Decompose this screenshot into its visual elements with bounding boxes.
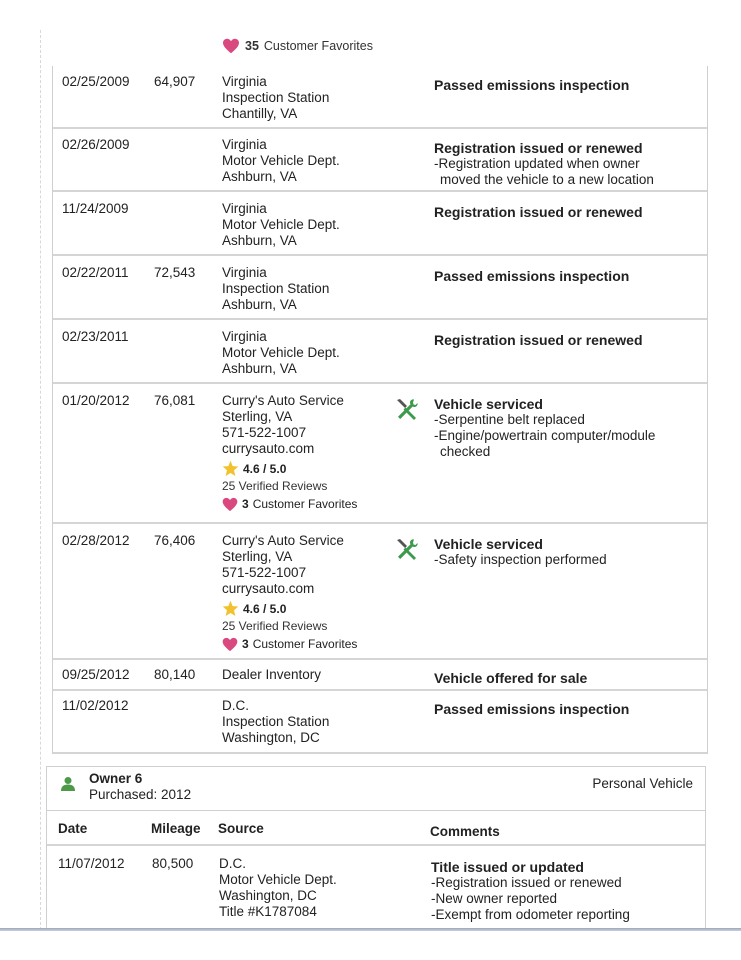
source-line: Washington, DC [219,888,317,903]
source-line: Virginia [222,201,267,216]
verified-reviews: 25 Verified Reviews [222,479,328,493]
comment-title: Title issued or updated [431,859,584,875]
record-date: 11/02/2012 [62,698,129,713]
record-comments [431,859,701,923]
favorites-label: Customer Favorites [252,637,358,651]
source-line: Motor Vehicle Dept. [222,153,340,168]
source-line: Title #K1787084 [219,904,317,919]
record-date: 02/28/2012 [62,533,130,548]
heart-icon [222,497,238,512]
comment-item: -Safety inspection performed [434,552,607,567]
record-date: 02/23/2011 [62,329,129,344]
source-line: D.C. [219,856,246,871]
source-line: Ashburn, VA [222,361,297,376]
record-comments [434,140,704,188]
record-comments [434,268,704,284]
record-date: 02/26/2009 [62,137,130,152]
record-mileage: 76,406 [154,533,196,548]
source-line: Motor Vehicle Dept. [222,345,340,360]
comment-title: Passed emissions inspection [434,701,630,717]
source-line: currysauto.com [222,441,315,456]
shop-favorites [222,496,357,512]
comment-title: Vehicle serviced [434,536,543,552]
comment-item: -Registration updated when owner [434,156,640,171]
owner-vehicle-type: Personal Vehicle [592,776,693,791]
record-comments [434,332,704,348]
source-line: Virginia [222,137,267,152]
owner-name: Owner 6 [89,771,143,786]
source-line: currysauto.com [222,581,315,596]
table-row [53,691,707,754]
source-line: Virginia [222,329,267,344]
comment-item: -New owner reported [431,891,558,906]
top-customer-favorites [222,38,373,54]
scan-edge [40,30,41,930]
table-row [53,524,707,660]
favorites-label: Customer Favorites [263,39,373,53]
record-source [222,265,329,313]
record-mileage: 72,543 [154,265,196,280]
table-row [53,192,707,256]
record-comments [434,670,704,686]
heart-icon [222,637,238,652]
comment-item: moved the vehicle to a new location [440,172,654,187]
comment-title: Registration issued or renewed [434,332,643,348]
owner-purchased: Purchased: 2012 [89,787,192,802]
record-mileage: 80,500 [152,856,194,871]
rating [222,460,357,477]
record-comments [434,701,704,717]
source-line: Ashburn, VA [222,169,297,184]
record-mileage: 76,081 [154,393,196,408]
comment-title: Passed emissions inspection [434,268,630,284]
record-source [222,74,329,122]
source-line: Motor Vehicle Dept. [222,217,340,232]
source-line: Ashburn, VA [222,233,297,248]
star-icon [222,600,239,617]
owner-header [46,766,706,810]
header-comments: Comments [430,824,500,839]
table-row [53,129,707,192]
table-row [53,66,707,129]
favorites-count: 35 [245,39,259,53]
favorites-count: 3 [242,637,249,651]
record-source [222,533,357,652]
comment-item: checked [440,444,491,459]
source-line: 571-522-1007 [222,565,307,580]
comment-title: Passed emissions inspection [434,77,630,93]
record-source [219,856,337,920]
comment-item: -Exempt from odometer reporting [431,907,630,922]
record-date: 02/22/2011 [62,265,129,280]
table-row [53,256,707,320]
comment-title: Registration issued or renewed [434,204,643,220]
header-mileage: Mileage [151,821,201,836]
record-comments [434,77,704,93]
record-source [222,393,357,512]
table-row [53,384,707,524]
star-icon [222,460,239,477]
source-line: Sterling, VA [222,549,293,564]
source-line: Motor Vehicle Dept. [219,872,337,887]
comment-title: Vehicle offered for sale [434,670,588,686]
owner-history-table [46,810,706,928]
source-line: Sterling, VA [222,409,293,424]
comment-title: Vehicle serviced [434,396,543,412]
record-comments [434,536,704,568]
favorites-count: 3 [242,497,249,511]
table-row [53,320,707,384]
record-source [222,329,340,377]
wrench-screwdriver-icon [394,397,420,423]
source-line: Dealer Inventory [222,667,322,682]
comment-item: -Engine/powertrain computer/module [434,428,656,443]
rating-value: 4.6 / 5.0 [243,461,287,476]
source-line: Inspection Station [222,90,330,105]
record-date: 11/07/2012 [58,856,125,871]
rating [222,600,357,617]
header-source: Source [218,821,264,836]
comment-item: -Registration issued or renewed [431,875,622,890]
person-icon [61,776,75,792]
source-line: Ashburn, VA [222,297,297,312]
header-date: Date [58,821,88,836]
source-line: Curry's Auto Service [222,393,344,408]
history-table [52,66,708,754]
source-line: Curry's Auto Service [222,533,344,548]
source-line: Inspection Station [222,714,330,729]
source-line: Virginia [222,265,267,280]
page-bottom-edge [0,928,741,931]
record-date: 11/24/2009 [62,201,129,216]
table-row [53,660,707,691]
comment-title: Registration issued or renewed [434,140,643,156]
rating-value: 4.6 / 5.0 [243,601,287,616]
source-line: Chantilly, VA [222,106,298,121]
wrench-screwdriver-icon [394,537,420,563]
record-source [222,667,321,683]
comment-item: -Serpentine belt replaced [434,412,585,427]
record-mileage: 64,907 [154,74,196,89]
favorites-label: Customer Favorites [252,497,358,511]
record-date: 09/25/2012 [62,667,130,682]
source-line: D.C. [222,698,249,713]
heart-icon [222,38,240,54]
source-line: Inspection Station [222,281,330,296]
record-date: 01/20/2012 [62,393,130,408]
table-row [47,846,705,928]
source-line: Washington, DC [222,730,320,745]
verified-reviews: 25 Verified Reviews [222,619,328,633]
record-comments [434,396,704,460]
record-source [222,201,340,249]
record-source [222,698,329,746]
record-comments [434,204,704,220]
shop-favorites [222,636,357,652]
record-date: 02/25/2009 [62,74,130,89]
table-header [47,810,705,846]
source-line: 571-522-1007 [222,425,307,440]
record-mileage: 80,140 [154,667,196,682]
record-source [222,137,340,185]
source-line: Virginia [222,74,267,89]
